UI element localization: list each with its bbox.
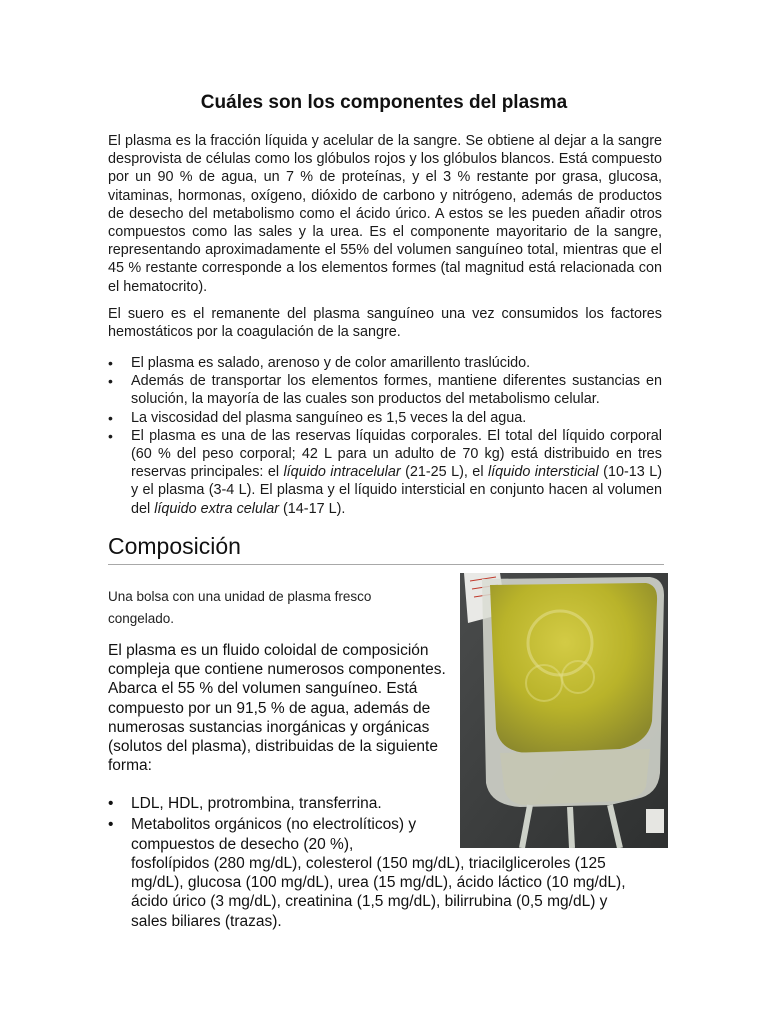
list-item: [108, 427, 662, 518]
text-span: El plasma es una de las reservas líquidas corporales. El total del líquido corporal (60 % del peso corporal; 42 L para un adulto de 70 kg) está distribuido en tres reservas principales: el: [131, 427, 662, 481]
section-heading: Composición: [108, 533, 664, 565]
page-title: Cuáles son los componentes del plasma: [200, 92, 568, 113]
intro-section: [108, 132, 662, 350]
list-item: • La viscosidad del plasma sanguíneo es 1,5 veces la del agua.: [108, 409, 662, 427]
list-item: • LDL, HDL, protrombina, transferrina.: [108, 794, 628, 813]
italic-term: líquido extra celular: [154, 500, 279, 517]
composition-paragraph: El plasma es un fluido coloidal de composición compleja que contiene numerosos componentes. Abarca el 55 % del volumen sanguíneo. Está compuesto por un 91,5 % de agua, además de numerosas sustancias inorgánicas y orgánicas (solutos del plasma), distribuidas de la siguiente forma:: [108, 642, 446, 775]
text-span: (21-25 L), el: [400, 464, 488, 481]
composition-list: [108, 794, 628, 933]
properties-list: [108, 354, 662, 518]
list-item: • El plasma es salado, arenoso y de color amarillento traslúcido.: [108, 354, 662, 372]
text-span: (14-17 L).: [279, 500, 346, 517]
text-span: fosfolípidos (280 mg/dL), colesterol (150 mg/dL), triacilgliceroles (125 mg/dL), glucosa (100 mg/dL), urea (15 mg/dL), ácido láctico (10 mg/dL), ácido úrico (3 mg/dL), creatinina (1,5 mg/dL), bilirrubina (0,5 mg/dL) y sales biliares (trazas).: [131, 854, 626, 930]
intro-paragraph: El plasma es la fracción líquida y acelular de la sangre. Se obtiene al dejar a la sangre desprovista de células como los glóbulos rojos y los glóbulos blancos. Está compuesto por un 90 % de agua, un 7 % de proteínas, y el 3 % restante por grasa, glucosa, vitaminas, hormonas, oxígeno, dióxido de carbono y nitrógeno, además de productos de desecho del metabolismo como el ácido úrico. A estos se les pueden añadir otros compuestos como las sales y la urea. Es el componente mayoritario de la sangre, representando aproximadamente el 55% del volumen sanguíneo total, mientras que el 45 % restante corresponde a los elementos formes (tal magnitud está relacionada con el hematocrito).: [108, 133, 662, 295]
text-span: • Metabolitos orgánicos (no electrolíticos) y compuestos de desecho (20 %),: [131, 816, 417, 853]
list-item: • Además de transportar los elementos formes, mantiene diferentes sustancias en solución, la mayoría de las cuales son productos del metabolismo celular.: [108, 372, 662, 408]
list-item: [108, 815, 628, 931]
image-caption: Una bolsa con una unidad de plasma fresco congelado.: [108, 589, 372, 626]
italic-term: líquido intracelular: [283, 464, 401, 481]
serum-paragraph: El suero es el remanente del plasma sanguíneo una vez consumidos los factores hemostáticos por la coagulación de la sangre.: [108, 305, 662, 341]
text-span: (10-13 L) y el plasma (3-4 L). El plasma y el líquido intersticial en conjunto hacen al volumen del: [131, 464, 662, 517]
italic-term: líquido intersticial: [487, 464, 599, 481]
